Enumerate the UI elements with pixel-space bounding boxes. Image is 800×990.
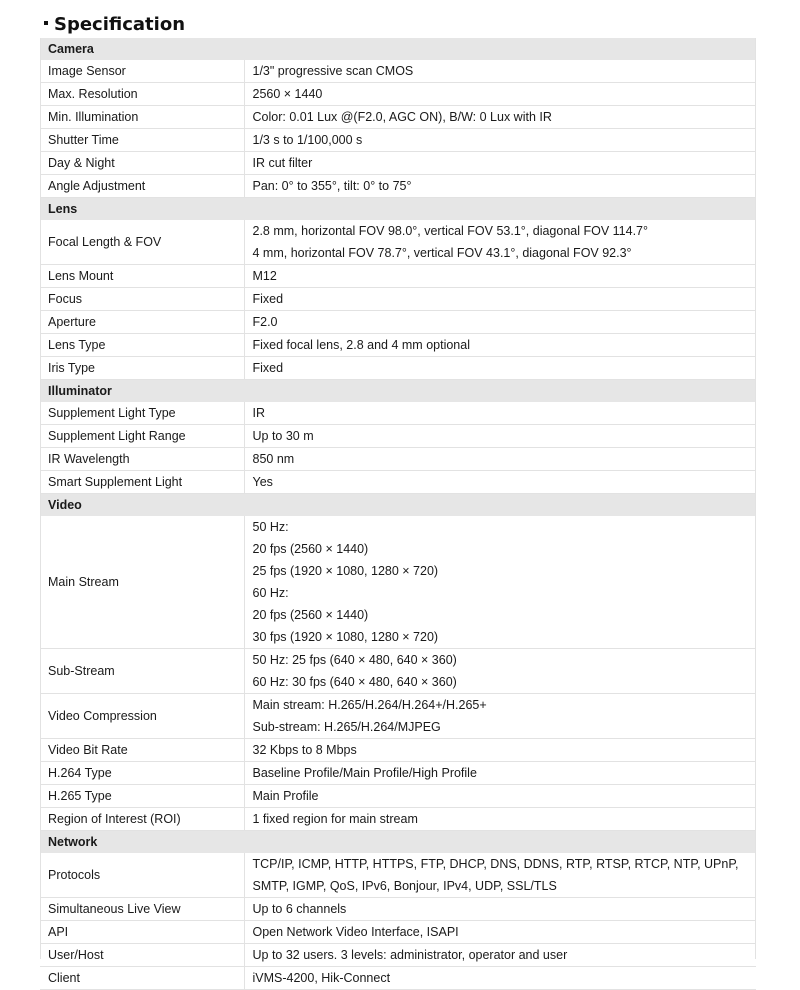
spec-value — [244, 357, 756, 380]
section-title: Video — [40, 494, 756, 517]
spec-key: API — [40, 921, 244, 944]
spec-key: Video Bit Rate — [40, 739, 244, 762]
spec-value-line: 50 Hz: 25 fps (640 × 480, 640 × 360) — [252, 653, 457, 667]
spec-value — [244, 152, 756, 175]
spec-row — [40, 425, 756, 448]
spec-value — [244, 921, 756, 944]
spec-value — [244, 83, 756, 106]
spec-value-line: SMTP, IGMP, QoS, IPv6, Bonjour, IPv4, UDP, SSL/TLS — [252, 879, 557, 893]
spec-value-line: IR cut filter — [252, 156, 313, 170]
spec-key: Aperture — [40, 311, 244, 334]
spec-value — [244, 785, 756, 808]
spec-value-line: 1/3" progressive scan CMOS — [252, 64, 414, 78]
spec-key: Min. Illumination — [40, 106, 244, 129]
spec-value — [244, 516, 756, 649]
spec-row — [40, 739, 756, 762]
spec-value — [244, 898, 756, 921]
spec-value-line: 30 fps (1920 × 1080, 1280 × 720) — [252, 630, 439, 644]
spec-value-line: Up to 32 users. 3 levels: administrator, operator and user — [252, 948, 568, 962]
spec-key: Supplement Light Type — [40, 402, 244, 425]
spec-value-line: 1/3 s to 1/100,000 s — [252, 133, 363, 147]
page-title — [44, 14, 185, 35]
spec-value-line: Sub-stream: H.265/H.264/MJPEG — [252, 720, 441, 734]
spec-key: Video Compression — [40, 694, 244, 739]
spec-value-line: Yes — [252, 475, 273, 489]
spec-row — [40, 311, 756, 334]
spec-value-line: Main stream: H.265/H.264/H.264+/H.265+ — [252, 698, 487, 712]
spec-row — [40, 265, 756, 288]
spec-key: Supplement Light Range — [40, 425, 244, 448]
spec-key: Main Stream — [40, 516, 244, 649]
spec-value-line: 20 fps (2560 × 1440) — [252, 608, 369, 622]
spec-row — [40, 853, 756, 898]
spec-value-line: Fixed focal lens, 2.8 and 4 mm optional — [252, 338, 470, 352]
spec-row — [40, 357, 756, 380]
section-header-camera — [40, 38, 756, 60]
spec-value-line: 2.8 mm, horizontal FOV 98.0°, vertical FOV 53.1°, diagonal FOV 114.7° — [252, 224, 649, 238]
spec-row — [40, 808, 756, 831]
spec-row — [40, 694, 756, 739]
spec-value-line: 60 Hz: — [252, 586, 289, 600]
spec-value-line: 2560 × 1440 — [252, 87, 323, 101]
section-header-video — [40, 494, 756, 517]
spec-value — [244, 106, 756, 129]
spec-row — [40, 471, 756, 494]
spec-row — [40, 83, 756, 106]
spec-row — [40, 152, 756, 175]
page-title-text: Specification — [54, 14, 186, 35]
spec-value — [244, 175, 756, 198]
spec-value — [244, 739, 756, 762]
spec-key: Max. Resolution — [40, 83, 244, 106]
spec-row — [40, 334, 756, 357]
spec-key: Protocols — [40, 853, 244, 898]
spec-value — [244, 471, 756, 494]
spec-key: Iris Type — [40, 357, 244, 380]
spec-value-line: 4 mm, horizontal FOV 78.7°, vertical FOV 43.1°, diagonal FOV 92.3° — [252, 246, 632, 260]
spec-value — [244, 448, 756, 471]
spec-value — [244, 220, 756, 265]
spec-row — [40, 762, 756, 785]
spec-value — [244, 311, 756, 334]
spec-row — [40, 106, 756, 129]
spec-value-line: 1 fixed region for main stream — [252, 812, 418, 826]
spec-row — [40, 649, 756, 694]
section-header-illuminator — [40, 380, 756, 403]
spec-key: Simultaneous Live View — [40, 898, 244, 921]
spec-value — [244, 425, 756, 448]
spec-value — [244, 334, 756, 357]
spec-key: Smart Supplement Light — [40, 471, 244, 494]
spec-value — [244, 694, 756, 739]
section-title: Lens — [40, 198, 756, 221]
spec-key: Client — [40, 967, 244, 990]
spec-value-line: iVMS-4200, Hik-Connect — [252, 971, 391, 985]
spec-key: Region of Interest (ROI) — [40, 808, 244, 831]
spec-value-line: Fixed — [252, 361, 284, 375]
spec-value-line: 20 fps (2560 × 1440) — [252, 542, 369, 556]
spec-row — [40, 898, 756, 921]
spec-value — [244, 402, 756, 425]
spec-row — [40, 448, 756, 471]
spec-key: User/Host — [40, 944, 244, 967]
spec-row — [40, 967, 756, 990]
spec-value-line: F2.0 — [252, 315, 278, 329]
spec-value-line: 32 Kbps to 8 Mbps — [252, 743, 357, 757]
spec-row — [40, 175, 756, 198]
spec-value — [244, 853, 756, 898]
spec-value-line: 850 nm — [252, 452, 295, 466]
spec-key: Image Sensor — [40, 60, 244, 83]
spec-row — [40, 402, 756, 425]
section-header-network — [40, 831, 756, 854]
spec-value — [244, 288, 756, 311]
section-title: Network — [40, 831, 756, 854]
spec-key: Lens Type — [40, 334, 244, 357]
spec-key: Focus — [40, 288, 244, 311]
spec-row — [40, 129, 756, 152]
spec-value-line: IR — [252, 406, 265, 420]
section-header-lens — [40, 198, 756, 221]
spec-value — [244, 967, 756, 990]
spec-value — [244, 265, 756, 288]
spec-row — [40, 288, 756, 311]
section-title: Illuminator — [40, 380, 756, 403]
bullet-square-icon — [44, 21, 48, 25]
spec-row — [40, 60, 756, 83]
spec-row — [40, 220, 756, 265]
spec-value — [244, 808, 756, 831]
spec-value-line: Fixed — [252, 292, 284, 306]
spec-key: Angle Adjustment — [40, 175, 244, 198]
specification-body — [40, 38, 756, 990]
spec-value-line: Baseline Profile/Main Profile/High Profile — [252, 766, 477, 780]
spec-key: Lens Mount — [40, 265, 244, 288]
spec-value-line: Color: 0.01 Lux @(F2.0, AGC ON), B/W: 0 Lux with IR — [252, 110, 552, 124]
spec-value-line: Up to 6 channels — [252, 902, 347, 916]
spec-value — [244, 944, 756, 967]
spec-value-line: Pan: 0° to 355°, tilt: 0° to 75° — [252, 179, 412, 193]
spec-value-line: TCP/IP, ICMP, HTTP, HTTPS, FTP, DHCP, DNS, DDNS, RTP, RTSP, RTCP, NTP, UPnP, — [252, 857, 739, 871]
spec-value — [244, 129, 756, 152]
spec-value — [244, 60, 756, 83]
spec-row — [40, 785, 756, 808]
spec-key: Day & Night — [40, 152, 244, 175]
spec-value — [244, 649, 756, 694]
spec-value-line: Up to 30 m — [252, 429, 314, 443]
spec-key: H.264 Type — [40, 762, 244, 785]
specification-table — [40, 38, 756, 990]
spec-value-line: Open Network Video Interface, ISAPI — [252, 925, 459, 939]
spec-row — [40, 921, 756, 944]
spec-key: IR Wavelength — [40, 448, 244, 471]
spec-key: Sub-Stream — [40, 649, 244, 694]
spec-value-line: 60 Hz: 30 fps (640 × 480, 640 × 360) — [252, 675, 457, 689]
spec-row — [40, 516, 756, 649]
section-title: Camera — [40, 38, 756, 60]
spec-key: Focal Length & FOV — [40, 220, 244, 265]
spec-value-line: Main Profile — [252, 789, 319, 803]
spec-value — [244, 762, 756, 785]
spec-key: Shutter Time — [40, 129, 244, 152]
spec-key: H.265 Type — [40, 785, 244, 808]
spec-value-line: 50 Hz: — [252, 520, 289, 534]
spec-value-line: M12 — [252, 269, 277, 283]
spec-value-line: 25 fps (1920 × 1080, 1280 × 720) — [252, 564, 439, 578]
spec-row — [40, 944, 756, 967]
